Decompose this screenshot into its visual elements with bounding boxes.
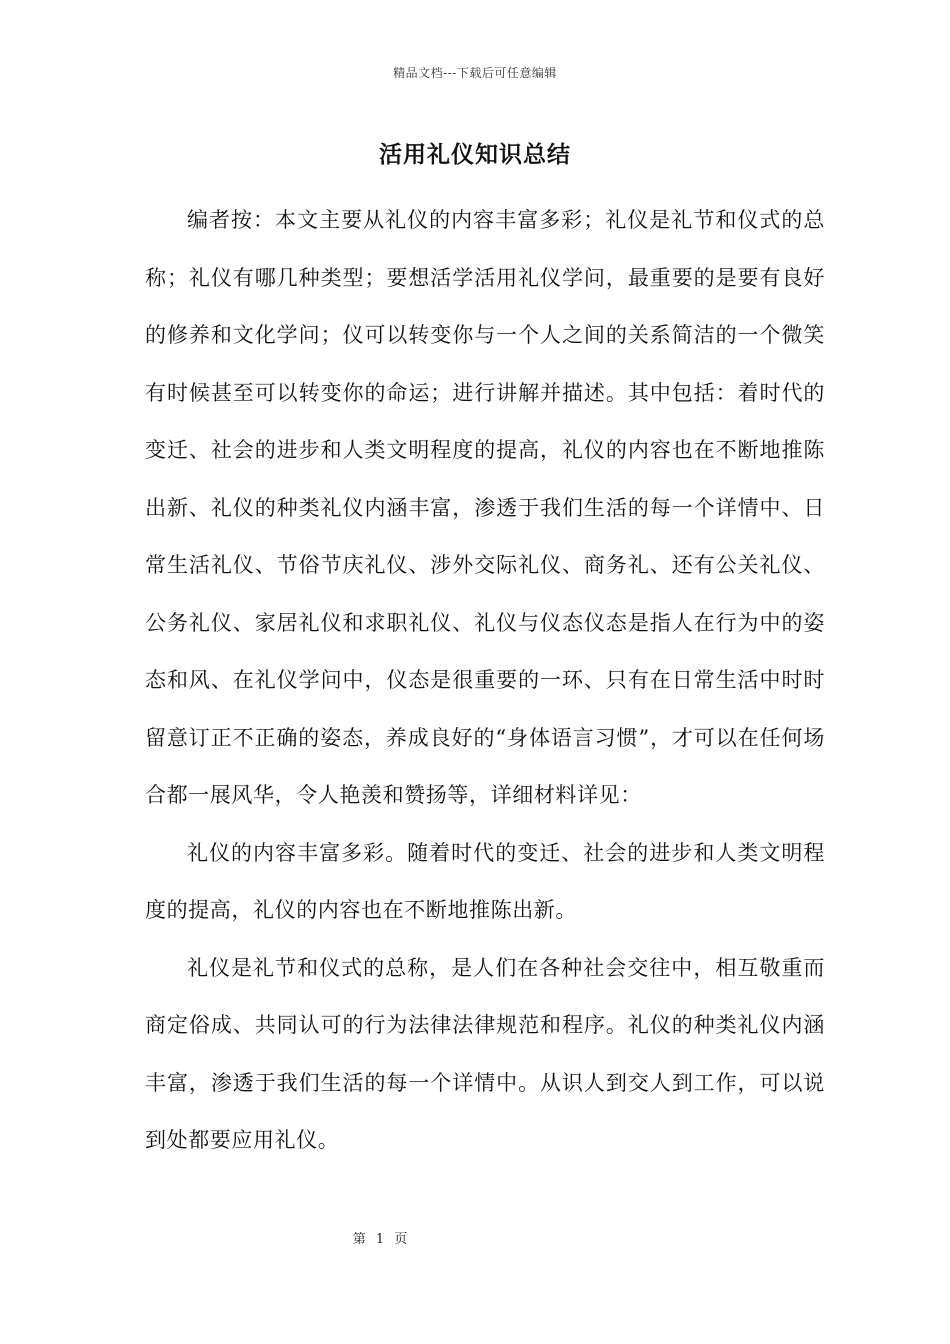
body-paragraph: 礼仪是礼节和仪式的总称，是人们在各种社会交往中，相互敬重而商定俗成、共同认可的行为法律法律规范和程序。礼仪的种类礼仪内涵丰富，渗透于我们生活的每一个详情中。从识人到交人到工作，可以说到处都要应用礼仪。 xyxy=(145,955,825,1152)
page-header: 精品文档---下载后可任意编辑 xyxy=(393,66,557,80)
page-number: 1 xyxy=(375,1232,385,1247)
page-label-suffix: 页 xyxy=(394,1232,408,1247)
editor-note-paragraph: 编者按：本文主要从礼仪的内容丰富多彩；礼仪是礼节和仪式的总称；礼仪有哪几种类型；要想活学活用礼仪学问，最重要的是要有良好的修养和文化学问；仪可以转变你与一个人之间的关系简洁的一个微笑有时候甚至可以转变你的命运；进行讲解并描述。其中包括：着时代的变迁、社会的进步和人类文明程度的提高，礼仪的内容也在不断地推陈出新、礼仪的种类礼仪内涵丰富，渗透于我们生活的每一个详情中、日常生活礼仪、节俗节庆礼仪、涉外交际礼仪、商务礼、还有公关礼仪、公务礼仪、家居礼仪和求职礼仪、礼仪与仪态仪态是指人在行为中的姿态和风、在礼仪学问中，仪态是很重要的一环、只有在日常生活中时时留意订正不正确的姿态，养成良好的“身体语言习惯”，才可以在任何场合都一展风华，令人艳羡和赞扬等，详细材料详见： xyxy=(145,208,825,807)
page-footer xyxy=(0,1228,760,1247)
body-paragraph: 礼仪的内容丰富多彩。随着时代的变迁、社会的进步和人类文明程度的提高，礼仪的内容也在不断地推陈出新。 xyxy=(145,840,825,922)
page-label-prefix: 第 xyxy=(352,1232,366,1247)
document-title: 活用礼仪知识总结 xyxy=(379,141,571,168)
document-body xyxy=(145,192,825,1170)
